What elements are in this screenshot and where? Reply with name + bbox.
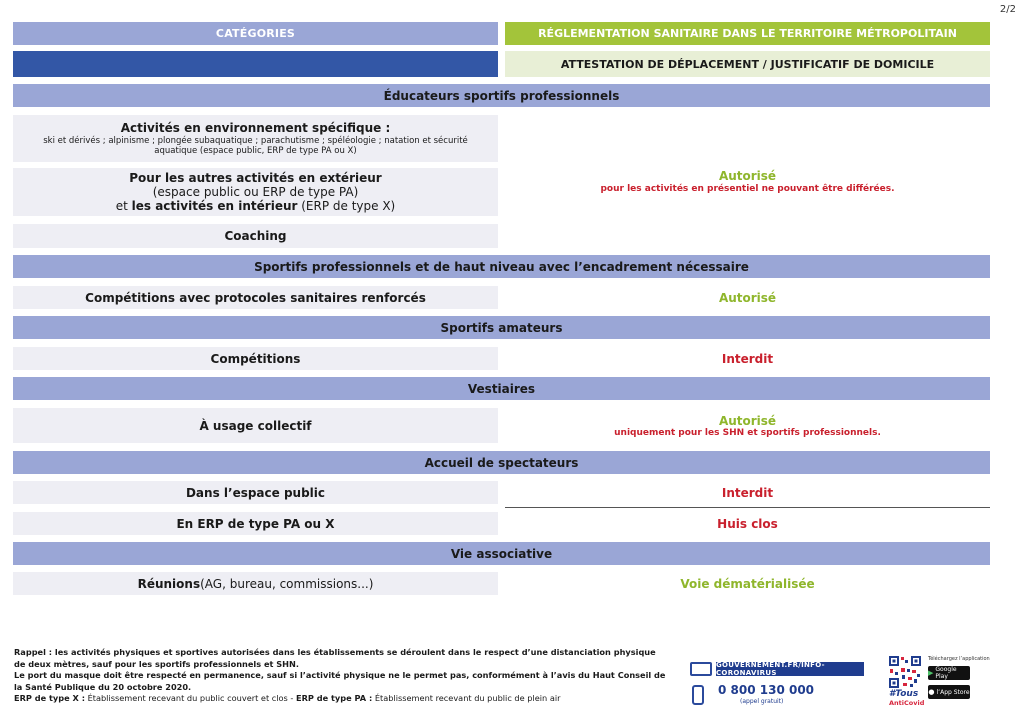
categories-header: CATÉGORIES	[13, 22, 498, 45]
autres-line1: Pour les autres activités en extérieur	[129, 171, 382, 185]
autres-line2: (espace public ou ERP de type PA)	[152, 185, 359, 199]
anticovid-label: AntiCovid	[889, 699, 925, 707]
phone-icon	[692, 685, 704, 705]
divider-line	[505, 507, 990, 508]
env-specifique-detail: ski et dérivés ; alpinisme ; plongée subaquatique ; parachutisme ; spéléologie ; natation et sécurité aquatique (espace public, ERP de type PA ou X)	[43, 136, 468, 156]
section-amateurs: Sportifs amateurs	[13, 316, 990, 339]
section-sportifs-pro: Sportifs professionnels et de haut niveau avec l’encadrement nécessaire	[13, 255, 990, 278]
vestiaires-status-main: Autorisé	[718, 413, 777, 428]
footer-erp: ERP de type X : Établissement recevant du public couvert et clos - ERP de type PA : Établissement recevant du public de plein air	[14, 693, 561, 703]
row-usage-collectif: À usage collectif	[13, 408, 498, 443]
page-number: 2/2	[999, 4, 1016, 15]
footer-notes	[14, 647, 669, 705]
qr-code-icon	[888, 655, 922, 689]
tous-label: #Tous	[889, 689, 919, 699]
educ-status	[505, 115, 990, 248]
apple-icon: ●	[928, 688, 935, 696]
status-espace-public: Interdit	[721, 485, 774, 500]
download-app-label: Téléchargez l’application	[928, 656, 990, 662]
row-coaching: Coaching	[13, 224, 498, 248]
section-vestiaires: Vestiaires	[13, 377, 990, 400]
status-competitions: Interdit	[721, 351, 774, 366]
blue-band	[13, 51, 498, 77]
play-icon: ▶	[928, 669, 934, 677]
attestation-header: ATTESTATION DE DÉPLACEMENT / JUSTIFICATIF DE DOMICILE	[505, 51, 990, 77]
footer-rappel: Rappel : les activités physiques et sportives autorisées dans les établissements se déroulent dans le respect d’une distanciation physique de deux mètres, sauf pour les sportifs professionnels et SHN.	[14, 647, 656, 669]
row-env-specifique	[13, 115, 498, 162]
env-specifique-title: Activités en environnement spécifique :	[120, 121, 391, 135]
section-educateurs: Éducateurs sportifs professionnels	[13, 84, 990, 107]
status-competitions-protocoles: Autorisé	[718, 290, 777, 305]
phone-number: 0 800 130 000	[718, 683, 815, 697]
computer-icon	[690, 662, 712, 676]
educ-status-sub: pour les activités en présentiel ne pouvant être différées.	[600, 184, 895, 194]
row-autres-activites	[13, 168, 498, 216]
row-espace-public: Dans l’espace public	[13, 481, 498, 504]
status-erp-pa-x: Huis clos	[717, 516, 778, 531]
regulation-header: RÉGLEMENTATION SANITAIRE DANS LE TERRITOIRE MÉTROPOLITAIN	[505, 22, 990, 45]
autres-line3: et les activités en intérieur (ERP de type X)	[115, 199, 396, 213]
row-erp-pa-x: En ERP de type PA ou X	[13, 512, 498, 535]
footer-masque: Le port du masque doit être respecté en permanence, sauf si l’activité physique ne le permet pas, conformément à l’avis du Haut Conseil de la Santé Publique du 20 octobre 2020.	[14, 670, 666, 692]
app-store-badge[interactable]: ● l’App Store	[928, 685, 970, 699]
gov-link[interactable]: GOUVERNEMENT.FR/INFO-CORONAVIRUS	[716, 662, 864, 676]
vestiaires-status	[505, 408, 990, 443]
status-reunions: Voie dématérialisée	[680, 576, 815, 591]
row-competitions-protocoles: Compétitions avec protocoles sanitaires renforcés	[13, 286, 498, 309]
educ-status-main: Autorisé	[718, 169, 777, 183]
row-competitions: Compétitions	[13, 347, 498, 370]
vestiaires-status-sub: uniquement pour les SHN et sportifs professionnels.	[614, 427, 881, 438]
section-vie-associative: Vie associative	[13, 542, 990, 565]
google-play-badge[interactable]: ▶ Google Play	[928, 666, 970, 680]
row-reunions: Réunions (AG, bureau, commissions...)	[13, 572, 498, 595]
section-spectateurs: Accueil de spectateurs	[13, 451, 990, 474]
phone-note: (appel gratuit)	[740, 698, 784, 705]
